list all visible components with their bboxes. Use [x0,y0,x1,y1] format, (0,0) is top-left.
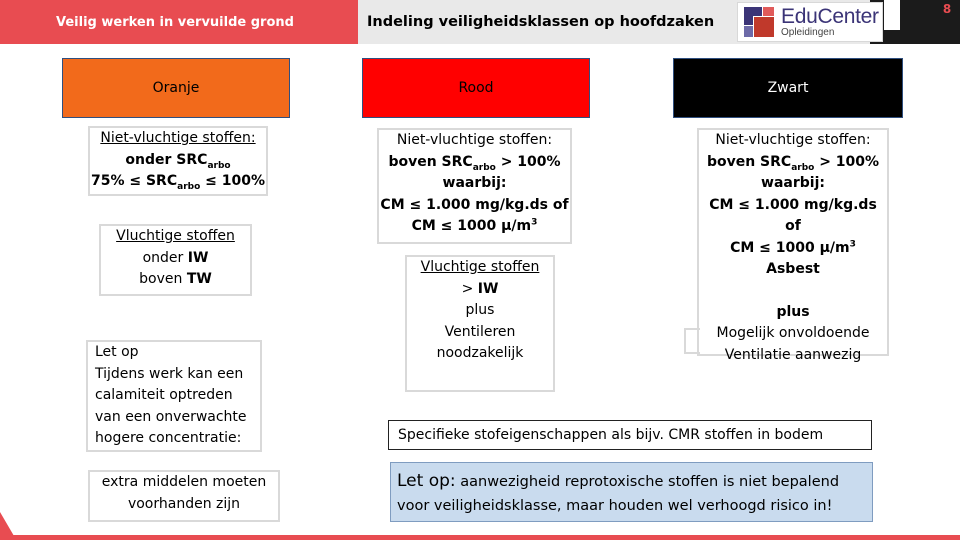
slide-title-text: Indeling veiligheidsklassen op hoofdzaken [367,14,715,30]
zwart-line7: plus [776,303,810,320]
zwart-line2: boven $SRC_{arbo} > 100\%$ [706,153,880,173]
oranje-extra-box [88,470,280,522]
zwart-line8: Mogelijk onvoldoende [716,325,870,341]
oranje-letop-line2: Tijdens werk kan een [95,365,244,382]
oranje-letop-line4: van een onverwachte [95,408,247,425]
bracket-decoration [684,328,700,354]
rood-v-line1: Vluchtige stoffen [420,259,540,275]
rood-nv-line2: boven $SRC_{arbo} > 100\%$ [388,153,561,173]
category-rood-label: Rood [458,80,494,96]
rood-v-line5: noodzakelijk [436,345,524,361]
reprotox-line2: voor veiligheidsklasse, maar houden wel verhoogd risico in! [397,498,833,514]
section-title [0,0,358,44]
rood-nonvolatile-box [377,128,572,244]
oranje-letop-line1: Let op [95,344,139,360]
rood-v-line4: Ventileren [444,323,516,340]
oranje-letop-line5: hogere concentratie: [95,430,242,446]
oranje-extra-line1: extra middelen moeten [101,474,267,490]
specifieke-stoffen-text: Specifieke stofeigenschappen als bijv. CMR stoffen in bodem [398,427,824,443]
oranje-extra-line2: voorhanden zijn [127,495,241,512]
oranje-letop-box [86,340,262,452]
section-title-text: Veilig werken in vervuilde grond [56,14,294,30]
rood-nv-line1: Niet-vluchtige stoffen: [396,132,553,148]
zwart-line4: CM ≤ 1.000 mg/kg.ds of [709,196,877,234]
educenter-logo-icon [740,3,778,41]
rood-nv-line3: waarbij: [442,175,507,191]
oranje-nv-line2: onder $SRC_{arbo}$ [125,151,231,171]
oranje-nv-line3: $75\% \le SRC_{arbo} \le 100\%$ [90,173,265,192]
header-notch [884,0,900,30]
logo-name: EduCenter [781,5,879,28]
logo-text [781,6,879,38]
oranje-v-line1: Vluchtige stoffen [116,228,235,244]
oranje-v-line2: onder IW [142,249,209,266]
zwart-line3: waarbij: [761,175,825,191]
corner-triangle [0,512,14,536]
zwart-line5: CM ≤ 1000 $\mu/m^3$ [730,238,856,256]
category-rood [362,58,590,118]
page-number: 8 [942,2,952,16]
reprotox-line1: Let op: aanwezigheid reprotoxische stoffen is niet bepalend [397,471,840,491]
category-zwart [673,58,903,118]
rood-nv-line5: CM ≤ 1000 $\mu/m^3$ [411,217,538,234]
oranje-volatile-box [99,224,252,296]
educenter-logo [737,2,883,42]
zwart-line9: Ventilatie aanwezig [724,346,862,363]
category-oranje-label: Oranje [152,80,200,96]
category-zwart-label: Zwart [767,80,809,96]
oranje-letop-line3: calamiteit optreden [95,387,233,403]
rood-volatile-box [405,255,555,392]
footer-bar [0,535,960,540]
oranje-nonvolatile-box [88,126,268,196]
specifieke-stoffen-box [388,420,872,450]
zwart-box [697,128,889,363]
zwart-line1: Niet-vluchtige stoffen: [715,132,871,148]
zwart-line6: Asbest [766,261,820,277]
oranje-v-line3: boven TW [139,271,212,287]
rood-nv-line4: CM ≤ 1.000 mg/kg.ds of [380,196,569,213]
rood-v-line3: plus [465,302,495,318]
category-oranje [62,58,290,118]
reprotox-note [390,462,873,522]
oranje-nv-line1: Niet-vluchtige stoffen: [100,130,256,146]
rood-v-line2: > IW [461,280,499,297]
logo-subtitle: Opleidingen [781,27,835,38]
zwart-spacer [699,281,887,302]
